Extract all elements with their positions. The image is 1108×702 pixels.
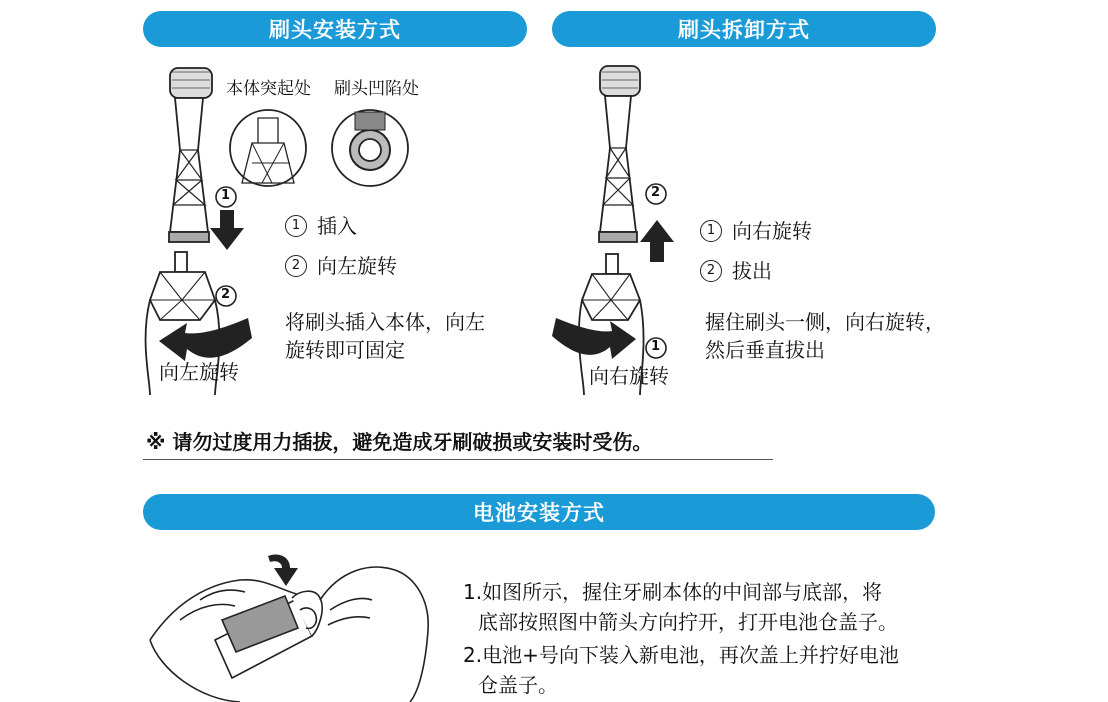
install-marker-1: 1 (221, 188, 231, 203)
remove-desc-line2: 然后垂直拔出 (705, 338, 825, 362)
battery-line-1: 1.如图所示，握住牙刷本体的中间部与底部，将 (463, 580, 883, 604)
install-arrow-label: 向左旋转 (159, 360, 239, 384)
install-marker-2: 2 (221, 287, 231, 302)
battery-line-4: 仓盖子。 (478, 673, 558, 697)
battery-line-2: 底部按照图中箭头方向拧开，打开电池仓盖子。 (478, 610, 898, 634)
down-arrow-icon (210, 210, 244, 250)
label-body-bump: 本体突起处 (226, 79, 311, 99)
rotate-right-arrow-icon (552, 318, 636, 359)
step-number-2: 2 (285, 255, 307, 277)
remove-step-1 (700, 216, 812, 246)
rotate-left-arrow-icon (159, 318, 252, 361)
install-desc-line1: 将刷头插入本体，向左 (285, 310, 485, 334)
install-step-1-text: 插入 (317, 214, 357, 238)
remove-arrow-label: 向右旋转 (589, 364, 669, 388)
remove-step-2-text: 拔出 (732, 259, 772, 283)
up-arrow-icon (640, 220, 674, 262)
warning-underline (143, 459, 773, 460)
remove-step-2 (700, 256, 772, 286)
install-step-2 (285, 251, 397, 281)
battery-hands-illustration (0, 0, 1, 1)
step-number-1: 1 (700, 220, 722, 242)
battery-line-3: 2.电池+号向下装入新电池，再次盖上并拧好电池 (463, 643, 899, 667)
remove-step-1-text: 向右旋转 (732, 219, 812, 243)
battery-section-header: 电池安装方式 (143, 494, 935, 530)
install-step-2-text: 向左旋转 (317, 254, 397, 278)
remove-marker-1: 1 (651, 339, 661, 354)
step-number-2: 2 (700, 260, 722, 282)
remove-desc-line1: 握住刷头一侧，向右旋转， (705, 310, 945, 334)
remove-marker-2: 2 (651, 185, 661, 200)
install-step-1 (285, 211, 357, 241)
warning-text: ※ 请勿过度用力插拔，避免造成牙刷破损或安装时受伤。 (146, 430, 653, 454)
remove-section-header: 刷头拆卸方式 (552, 11, 936, 47)
step-number-1: 1 (285, 215, 307, 237)
label-head-recess: 刷头凹陷处 (334, 79, 419, 99)
twist-down-arrow-icon (268, 555, 298, 587)
install-desc-line2: 旋转即可固定 (285, 338, 405, 362)
install-section-header: 刷头安装方式 (143, 11, 527, 47)
